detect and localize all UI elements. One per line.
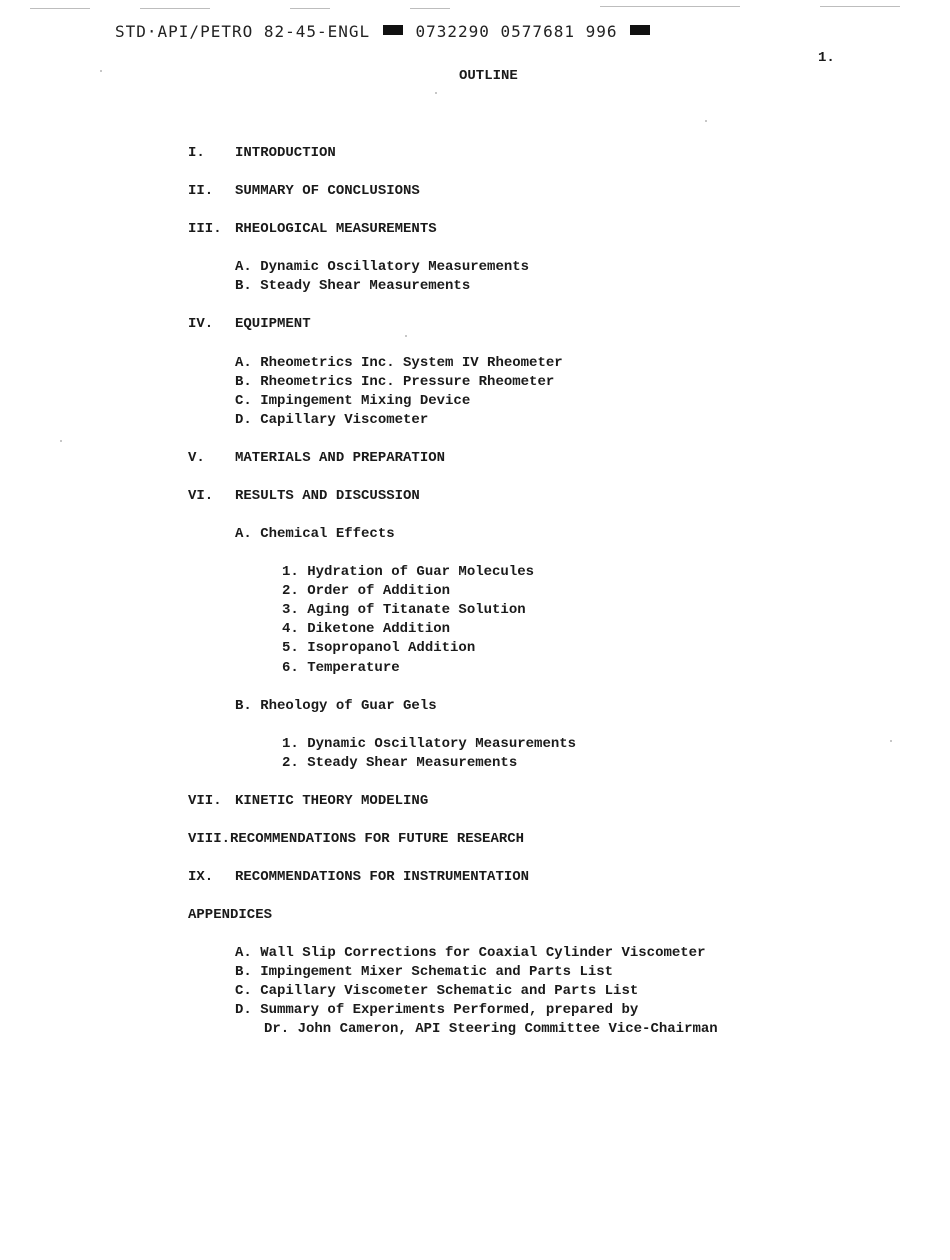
page-title: OUTLINE <box>459 68 518 84</box>
scan-speck <box>705 120 707 122</box>
appendix-item-continuation: Dr. John Cameron, API Steering Committee Vice-Chairman <box>264 1021 718 1037</box>
outline-item: B. Rheometrics Inc. Pressure Rheometer <box>235 374 555 390</box>
outline-item: 5. Isopropanol Addition <box>282 640 476 656</box>
appendix-item: A. Wall Slip Corrections for Coaxial Cylinder Viscometer <box>235 945 706 961</box>
outline-item: 1. Dynamic Oscillatory Measurements <box>282 736 577 752</box>
scan-artifact <box>140 8 210 9</box>
section-title: MATERIALS AND PREPARATION <box>235 450 446 466</box>
outline-item: 4. Diketone Addition <box>282 621 451 637</box>
scan-speck <box>890 740 892 742</box>
section-title: KINETIC THEORY MODELING <box>235 793 429 809</box>
section-title: RESULTS AND DISCUSSION <box>235 488 420 504</box>
section-number: IV. <box>188 316 214 332</box>
appendices-heading: APPENDICES <box>188 907 273 923</box>
section-number: VI. <box>188 488 214 504</box>
outline-item: A. Dynamic Oscillatory Measurements <box>235 259 530 275</box>
appendix-item: B. Impingement Mixer Schematic and Parts List <box>235 964 614 980</box>
scan-speck <box>60 440 62 442</box>
outline-item: 3. Aging of Titanate Solution <box>282 602 526 618</box>
outline-item: C. Impingement Mixing Device <box>235 393 471 409</box>
section-number: V. <box>188 450 205 466</box>
scan-artifact <box>820 6 900 7</box>
stamp-right-text: 0732290 0577681 996 <box>415 22 618 41</box>
scan-speck <box>405 335 407 337</box>
redaction-block <box>630 25 650 35</box>
scan-artifact <box>410 8 450 9</box>
appendix-item: C. Capillary Viscometer Schematic and Parts List <box>235 983 639 999</box>
appendix-item: D. Summary of Experiments Performed, prepared by <box>235 1002 639 1018</box>
stamp-left-text: STD·API/PETRO 82-45-ENGL <box>115 22 371 41</box>
outline-subsection: A. Chemical Effects <box>235 526 395 542</box>
scan-speck <box>435 92 437 94</box>
section-title: EQUIPMENT <box>235 316 311 332</box>
section-title: INTRODUCTION <box>235 145 336 161</box>
scan-artifact <box>290 8 330 9</box>
section-heading: VIII.RECOMMENDATIONS FOR FUTURE RESEARCH <box>188 831 525 847</box>
page-number: 1. <box>818 50 835 66</box>
outline-item: 2. Steady Shear Measurements <box>282 755 518 771</box>
section-number: III. <box>188 221 222 237</box>
section-number: IX. <box>188 869 214 885</box>
outline-subsection: B. Rheology of Guar Gels <box>235 698 437 714</box>
redaction-block <box>383 25 403 35</box>
section-number: VII. <box>188 793 222 809</box>
section-title: RHEOLOGICAL MEASUREMENTS <box>235 221 437 237</box>
outline-item: 2. Order of Addition <box>282 583 451 599</box>
section-title: SUMMARY OF CONCLUSIONS <box>235 183 420 199</box>
outline-item: 1. Hydration of Guar Molecules <box>282 564 535 580</box>
outline-item: B. Steady Shear Measurements <box>235 278 471 294</box>
outline-item: 6. Temperature <box>282 660 400 676</box>
section-number: II. <box>188 183 214 199</box>
section-number: I. <box>188 145 205 161</box>
scan-speck <box>100 70 102 72</box>
outline-item: A. Rheometrics Inc. System IV Rheometer <box>235 355 563 371</box>
outline-item: D. Capillary Viscometer <box>235 412 429 428</box>
document-stamp <box>115 22 652 41</box>
scan-artifact <box>600 6 740 7</box>
scan-artifact <box>30 8 90 9</box>
section-title: RECOMMENDATIONS FOR INSTRUMENTATION <box>235 869 530 885</box>
